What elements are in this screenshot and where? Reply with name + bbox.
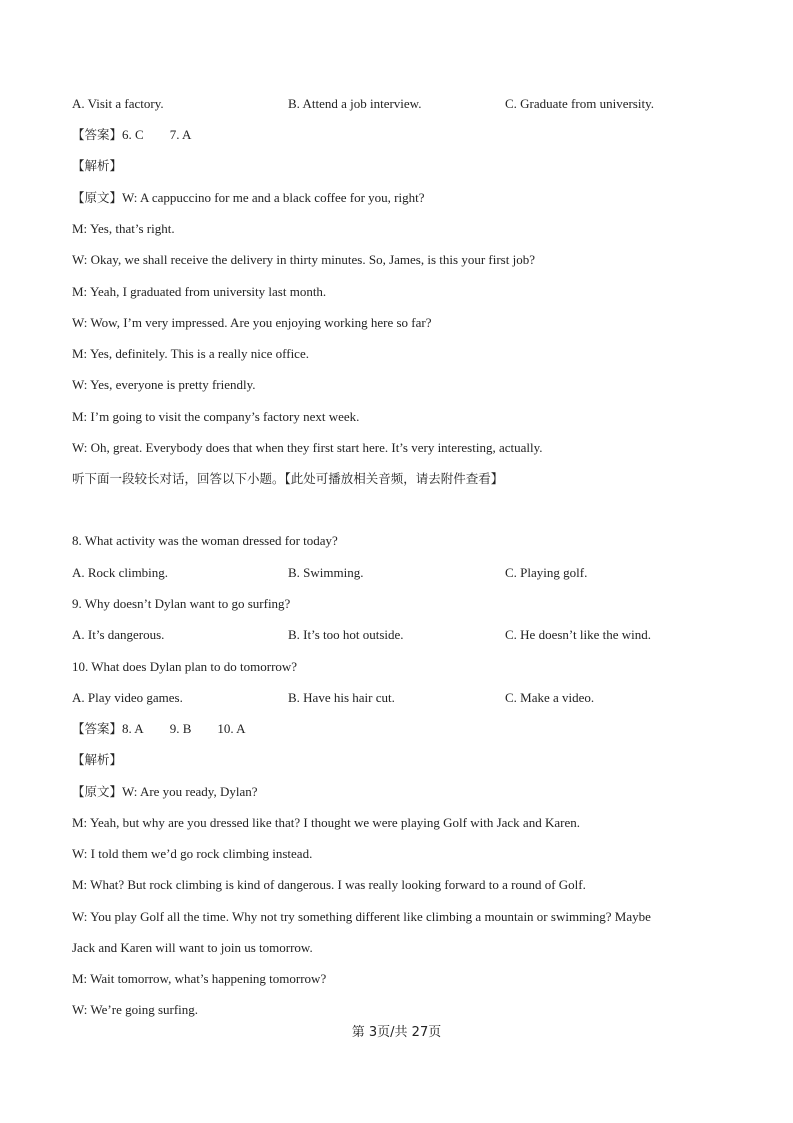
options-row-q7 [72,96,712,114]
option-b: B. Swimming. [288,565,364,580]
transcript-line: M: Yeah, but why are you dressed like that? I thought we were playing Golf with Jack and Karen. [72,815,580,830]
transcript-line [72,190,425,206]
option-a: A. It’s dangerous. [72,627,165,642]
answer-line-2 [72,721,246,737]
answer-6: 6. C [122,127,144,142]
answer-7: 7. A [169,127,192,142]
page-number-footer: 第 3页/共 27页 [351,1025,442,1040]
option-c: C. He doesn’t like the wind. [505,627,651,642]
answer-8: 8. A [122,721,144,736]
transcript-line: Jack and Karen will want to join us tomorrow. [72,940,313,955]
transcript-line: M: Yes, that’s right. [72,221,175,236]
transcript-line: M: Yeah, I graduated from university last month. [72,284,327,299]
transcript-line: W: Oh, great. Everybody does that when they first start here. It’s very interesting, actually. [72,440,543,455]
transcript-line: W: Yes, everyone is pretty friendly. [72,377,256,392]
question-9: 9. Why doesn’t Dylan want to go surfing? [72,596,291,611]
option-c: C. Make a video. [505,690,595,705]
answer-line-1 [72,127,191,143]
option-a: A. Rock climbing. [72,565,169,580]
options-row-q9 [72,627,712,645]
transcript-line: M: What? But rock climbing is kind of dangerous. I was really looking forward to a round of Golf. [72,877,586,892]
option-b: B. Attend a job interview. [288,96,422,111]
transcript-line: W: Wow, I’m very impressed. Are you enjoying working here so far? [72,315,432,330]
transcript-label: 【原文】 [72,190,123,205]
question-8: 8. What activity was the woman dressed for today? [72,533,338,548]
transcript-line: M: I’m going to visit the company’s factory next week. [72,409,360,424]
analysis-label-2: 【解析】 [72,752,123,767]
transcript-line: W: We’re going surfing. [72,1002,199,1017]
options-row-q8 [72,565,712,583]
transcript-line: M: Yes, definitely. This is a really nice office. [72,346,309,361]
option-c: C. Playing golf. [505,565,588,580]
transcript-line [72,784,258,800]
transcript-line: W: I told them we’d go rock climbing instead. [72,846,313,861]
transcript-line: M: Wait tomorrow, what’s happening tomorrow? [72,971,327,986]
question-10: 10. What does Dylan plan to do tomorrow? [72,659,298,674]
transcript-text: W: Are you ready, Dylan? [122,784,258,799]
option-c: C. Graduate from university. [505,96,654,111]
option-b: B. It’s too hot outside. [288,627,404,642]
answer-label: 【答案】 [72,721,123,736]
answer-label: 【答案】 [72,127,123,142]
analysis-label-1: 【解析】 [72,158,123,173]
listening-instruction: 听下面一段较长对话，回答以下小题。【此处可播放相关音频，请去附件查看】 [72,471,504,486]
answer-9: 9. B [169,721,192,736]
transcript-label: 【原文】 [72,784,123,799]
option-a: A. Visit a factory. [72,96,164,111]
answer-10: 10. A [217,721,246,736]
option-a: A. Play video games. [72,690,183,705]
options-row-q10 [72,690,712,708]
transcript-line: W: Okay, we shall receive the delivery in thirty minutes. So, James, is this your first job? [72,252,535,267]
transcript-line: W: You play Golf all the time. Why not try something different like climbing a mountain or swimming? Maybe [72,909,651,924]
transcript-text: W: A cappuccino for me and a black coffee for you, right? [122,190,425,205]
option-b: B. Have his hair cut. [288,690,395,705]
